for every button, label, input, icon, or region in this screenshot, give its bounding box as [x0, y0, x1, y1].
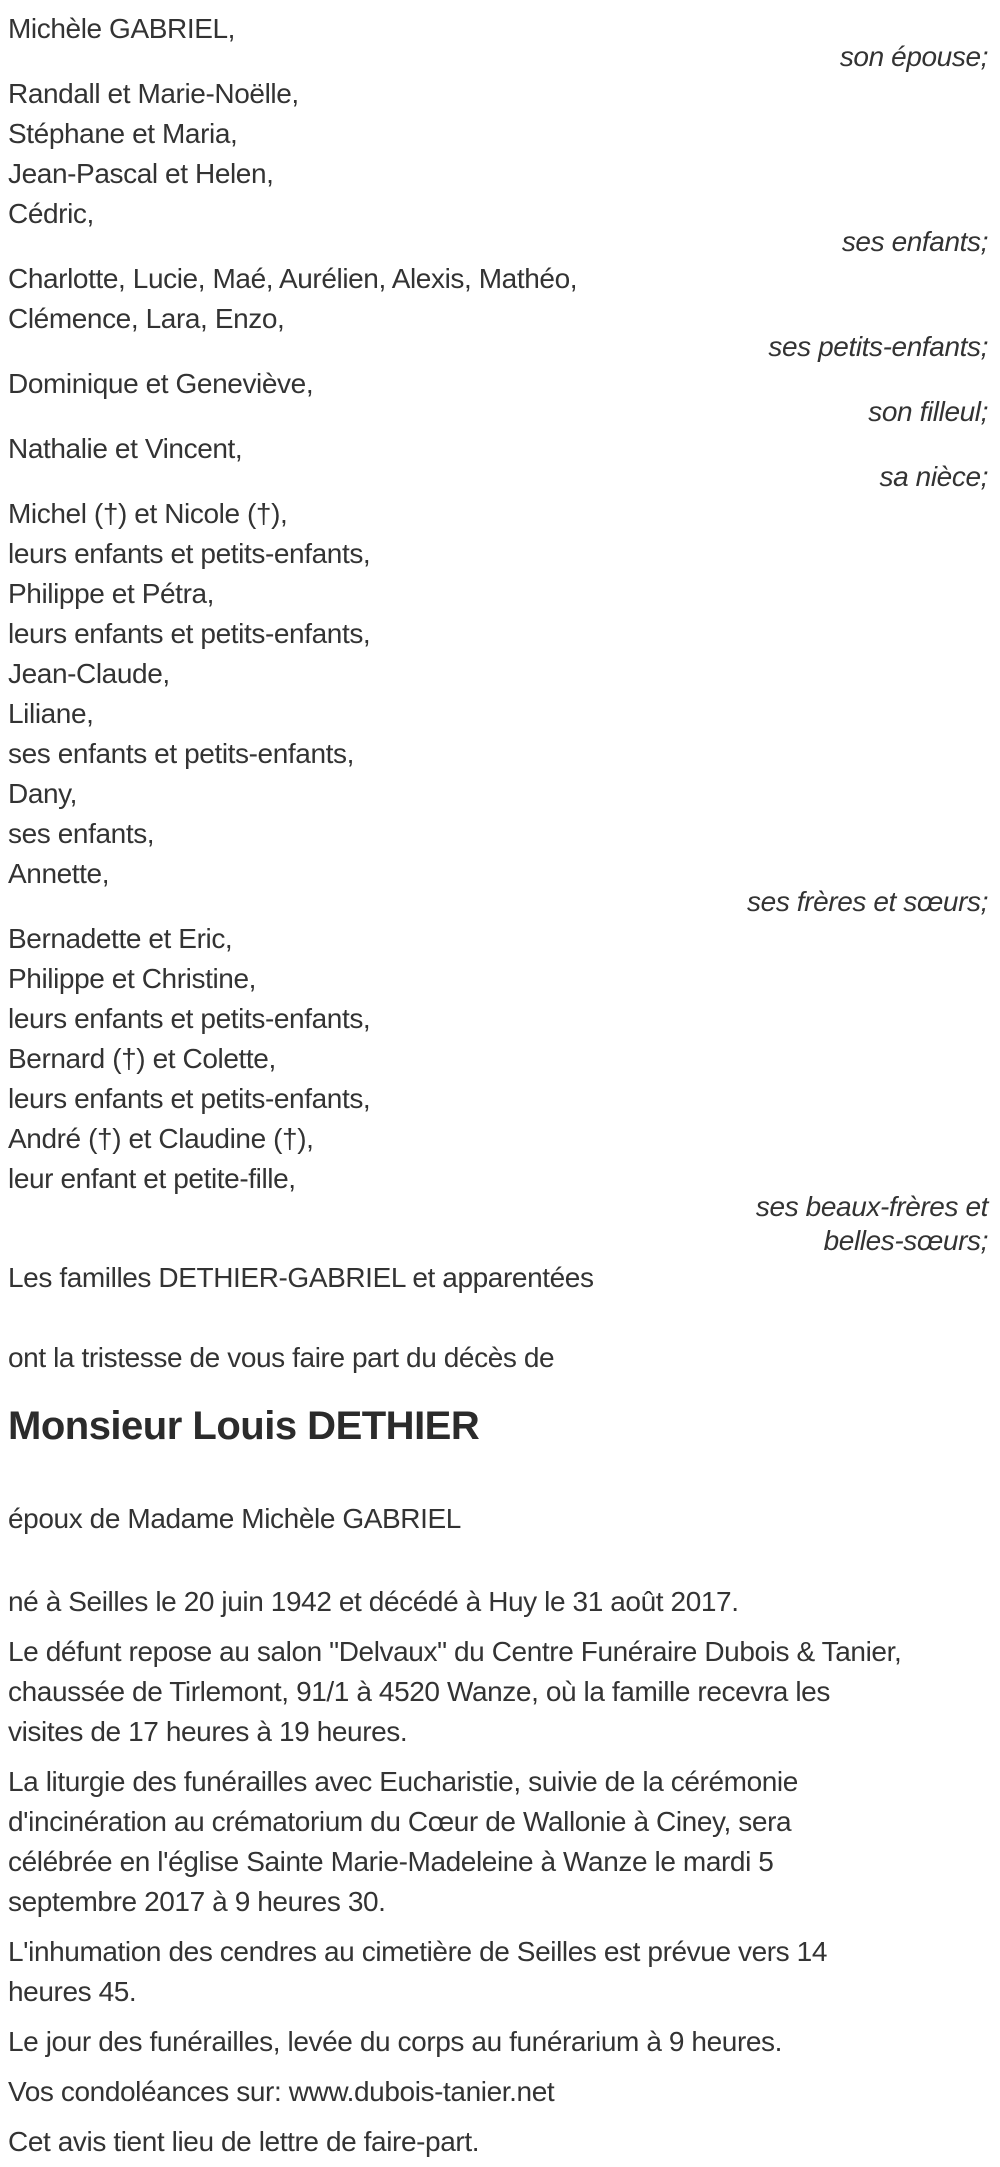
- notice-line: visites de 17 heures à 19 heures.: [8, 1716, 408, 1747]
- family-name-line: leurs enfants et petits-enfants,: [8, 1083, 371, 1114]
- family-name-line: Randall et Marie-Noëlle,: [8, 78, 299, 109]
- families-line: Les familles DETHIER-GABRIEL et apparentées: [8, 1262, 594, 1293]
- relation-label-line: ses beaux-frères et: [755, 1191, 988, 1222]
- notice-paragraph-condolences: [8, 2072, 988, 2112]
- notice-line: septembre 2017 à 9 heures 30.: [8, 1886, 386, 1917]
- family-group: [8, 429, 988, 494]
- family-name-line: Stéphane et Maria,: [8, 118, 238, 149]
- relation-label-line: ses enfants;: [841, 226, 988, 257]
- family-group: [8, 9, 988, 74]
- relation-label-line: son épouse;: [839, 41, 988, 72]
- family-name-line: leur enfant et petite-fille,: [8, 1163, 296, 1194]
- family-name-line: Nathalie et Vincent,: [8, 433, 243, 464]
- family-name-line: Bernard (†) et Colette,: [8, 1043, 276, 1074]
- relation-label-line: belles-sœurs;: [823, 1225, 988, 1256]
- family-name-line: Michel (†) et Nicole (†),: [8, 498, 288, 529]
- family-name-line: Cédric,: [8, 198, 94, 229]
- relation-label: [8, 1190, 988, 1258]
- family-name-line: Clémence, Lara, Enzo,: [8, 303, 285, 334]
- notice-paragraph-birth-death: [8, 1582, 988, 1622]
- relation-label-line: son filleul;: [868, 396, 988, 427]
- notice-line: Le jour des funérailles, levée du corps au funérarium à 9 heures.: [8, 2026, 783, 2057]
- deceased-name-title: Monsieur Louis DETHIER: [8, 1404, 480, 1448]
- family-name-line: Charlotte, Lucie, Maé, Aurélien, Alexis, Mathéo,: [8, 263, 578, 294]
- family-name-line: ses enfants,: [8, 818, 155, 849]
- notice-paragraph-inhumation: [8, 1932, 988, 2012]
- notice-line: Cet avis tient lieu de lettre de faire-part.: [8, 2126, 480, 2157]
- notice-line: L'inhumation des cendres au cimetière de Seilles est prévue vers 14: [8, 1936, 828, 1967]
- notice-line: né à Seilles le 20 juin 1942 et décédé à Huy le 31 août 2017.: [8, 1586, 739, 1617]
- family-name-line: Jean-Claude,: [8, 658, 170, 689]
- notice-section: [8, 1582, 988, 2162]
- family-name-line: Philippe et Pétra,: [8, 578, 215, 609]
- notice-line: Le défunt repose au salon "Delvaux" du Centre Funéraire Dubois & Tanier,: [8, 1636, 902, 1667]
- notice-paragraph-closing: [8, 2122, 988, 2162]
- notice-line: heures 45.: [8, 1976, 137, 2007]
- notice-line: d'incinération au crématorium du Cœur de Wallonie à Ciney, sera: [8, 1806, 792, 1837]
- family-list: [8, 9, 988, 1258]
- family-name-line: Bernadette et Eric,: [8, 923, 233, 954]
- family-name-line: leurs enfants et petits-enfants,: [8, 538, 371, 569]
- notice-line: La liturgie des funérailles avec Eucharistie, suivie de la cérémonie: [8, 1766, 798, 1797]
- family-name-line: Michèle GABRIEL,: [8, 13, 236, 44]
- condolences-line: Vos condoléances sur: www.dubois-tanier.net: [8, 2076, 555, 2107]
- intro-line: ont la tristesse de vous faire part du décès de: [8, 1342, 555, 1373]
- family-group: [8, 494, 988, 919]
- family-name-line: Jean-Pascal et Helen,: [8, 158, 274, 189]
- spouse-line: époux de Madame Michèle GABRIEL: [8, 1503, 461, 1534]
- family-name-line: Dany,: [8, 778, 78, 809]
- announcement-section: [8, 1258, 988, 1539]
- family-name-line: leurs enfants et petits-enfants,: [8, 1003, 371, 1034]
- notice-line: célébrée en l'église Sainte Marie-Madeleine à Wanze le mardi 5: [8, 1846, 774, 1877]
- family-name-line: ses enfants et petits-enfants,: [8, 738, 354, 769]
- family-group: [8, 364, 988, 429]
- family-group: [8, 74, 988, 259]
- family-name-line: Liliane,: [8, 698, 94, 729]
- relation-label-line: ses frères et sœurs;: [747, 886, 988, 917]
- relation-label-line: ses petits-enfants;: [768, 331, 988, 362]
- family-name-line: Dominique et Geneviève,: [8, 368, 314, 399]
- family-name-line: leurs enfants et petits-enfants,: [8, 618, 371, 649]
- family-name-line: Philippe et Christine,: [8, 963, 256, 994]
- family-name-line: André (†) et Claudine (†),: [8, 1123, 314, 1154]
- notice-line: chaussée de Tirlemont, 91/1 à 4520 Wanze, où la famille recevra les: [8, 1676, 830, 1707]
- family-group: [8, 919, 988, 1258]
- notice-paragraph-levee-du-corps: [8, 2022, 988, 2062]
- notice-paragraph-liturgy: [8, 1762, 988, 1922]
- relation-label: [8, 885, 988, 919]
- family-group: [8, 259, 988, 364]
- relation-label: [8, 225, 988, 259]
- family-name-line: Annette,: [8, 858, 110, 889]
- relation-label-line: sa nièce;: [879, 461, 988, 492]
- notice-paragraph-repose: [8, 1632, 988, 1752]
